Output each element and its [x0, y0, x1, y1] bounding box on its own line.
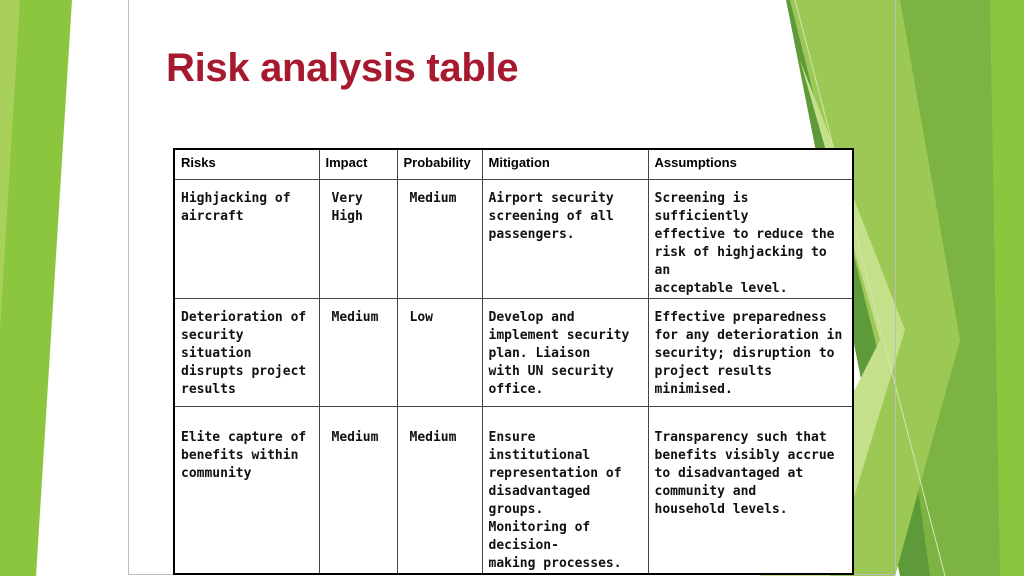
table-row — [174, 179, 853, 298]
cell-risk: Highjacking of aircraft — [174, 179, 319, 298]
cell-assumptions: Screening is sufficiently effective to reduce the risk of highjacking to an acceptable level. — [648, 179, 853, 298]
slide-title: Risk analysis table — [166, 46, 519, 90]
risk-analysis-table — [173, 148, 854, 575]
header-mitigation: Mitigation — [482, 149, 648, 179]
table-row — [174, 406, 853, 574]
cell-probability: Medium — [397, 179, 482, 298]
cell-impact: Very High — [319, 179, 397, 298]
header-assumptions: Assumptions — [648, 149, 853, 179]
header-probability: Probability — [397, 149, 482, 179]
table-row — [174, 298, 853, 406]
cell-probability: Medium — [397, 406, 482, 574]
cell-assumptions: Transparency such that benefits visibly accrue to disadvantaged at community and household levels. — [648, 406, 853, 574]
cell-probability: Low — [397, 298, 482, 406]
cell-risk: Elite capture of benefits within community — [174, 406, 319, 574]
header-risks: Risks — [174, 149, 319, 179]
header-impact: Impact — [319, 149, 397, 179]
cell-mitigation: Airport security screening of all passengers. — [482, 179, 648, 298]
table-header-row — [174, 149, 853, 179]
cell-impact: Medium — [319, 298, 397, 406]
cell-impact: Medium — [319, 406, 397, 574]
cell-mitigation: Develop and implement security plan. Liaison with UN security office. — [482, 298, 648, 406]
cell-mitigation: Ensure institutional representation of disadvantaged groups. Monitoring of decision- making processes. — [482, 406, 648, 574]
cell-assumptions: Effective preparedness for any deterioration in security; disruption to project results minimised. — [648, 298, 853, 406]
cell-risk: Deterioration of security situation disrupts project results — [174, 298, 319, 406]
